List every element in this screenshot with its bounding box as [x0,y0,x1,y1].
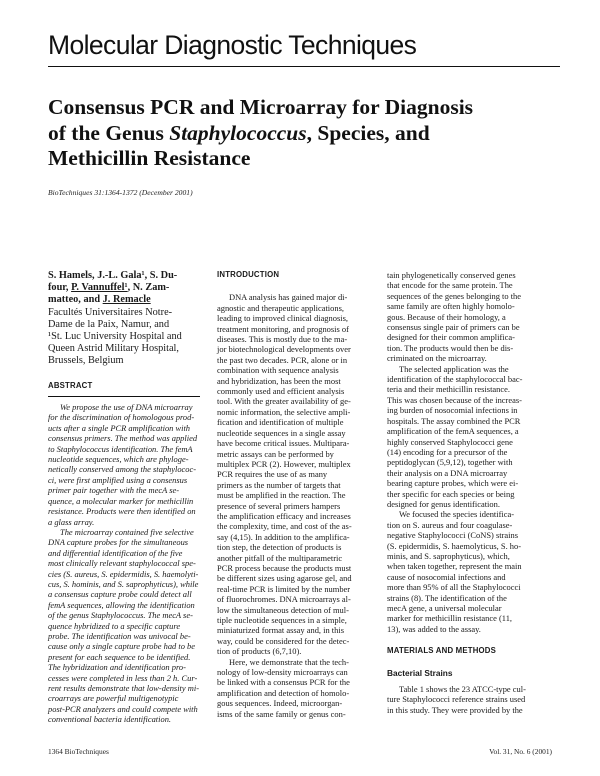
text-line: amplification and detection of homolo- [217,687,350,698]
text-line: have become critical issues. Multipara- [217,438,350,449]
text-line: combination with sequence analysis [217,365,339,376]
text-line: say (4,15). In addition to the amplifica- [217,531,350,542]
text-line: their analysis on a DNA microarray [387,467,508,478]
text-line: the past two decades. PCR, alone or in [217,354,348,365]
text-line: conventional bacteria identification. [48,714,172,725]
section-title: Molecular Diagnostic Techniques [48,30,417,60]
text-line: tiple nucleotide sequences in a simple, [217,615,347,625]
text-line: most clinically relevant staphylococcal spe- [48,558,196,569]
text-line: consensus single pair of primers can be [387,322,520,333]
text-line: cus, S. hominis, and S. saprophyticus), while [48,578,199,589]
text-line: a consensus capture probe could detect all [48,589,192,600]
text-line: identification of the staphylococcal bac- [387,374,523,385]
header-rule [48,66,560,67]
text-line: be different sizes using agarose gel, and [217,573,352,584]
text-line: We focused the species identifica- [399,509,515,520]
methods-body [387,684,553,715]
text-line: We propose the use of DNA microarray [60,402,193,413]
text-line: bearing capture probes, which were ei- [387,478,519,489]
text-line: ture Staphylococci reference strains used [387,694,526,705]
text-line: in this study. They were provided by the [387,704,523,715]
text-line: tool. With the greater availability of ge- [217,396,351,407]
text-line: jor biotechnological developments over [217,344,351,355]
text-line: more than 95% of all the Staphylococci [387,582,521,593]
text-line: nucleotide sequences, which are phyloge- [48,454,189,465]
abstract-heading: ABSTRACT [48,380,93,390]
text-line: of the genus Staphylococcus. The mecA se- [48,610,193,621]
text-line: primer pair together with the mecA se- [48,485,180,496]
text-line: must be amplified in the reaction. The [217,490,346,501]
text-line: DNA analysis has gained major di- [229,292,348,303]
subheading-bacterial-strains: Bacterial Strains [387,667,453,678]
text-line: PCR process because the products must [217,562,352,573]
text-line: probe. The identification was univocal be- [48,630,191,641]
text-line: agnostic and therapeutic applications, [217,302,344,313]
text-line: present for each sequence to be identified. [48,651,191,662]
text-line: Here, we demonstrate that the tech- [229,656,349,667]
text-line: resistance. Products were then identified on [48,506,196,517]
text-line: amplification of the femA sequences, a [387,426,519,437]
text-line: post-PCR analyzers and could compete with [48,703,198,714]
introduction-heading: INTRODUCTION [217,270,280,279]
text-line: cause of nosocomial infections and [387,571,506,582]
text-line: multiplex PCR (2). However, multiplex [217,458,351,469]
text-line: Table 1 shows the 23 ATCC-type cul- [399,684,526,695]
text-line: nomic information, the selective ampli- [217,406,351,417]
text-line: treatment monitoring, and prognosis of [217,323,349,334]
text-line: femA sequences, allowing the identification [48,599,195,610]
author-block: S. Hamels, J.-L. Gala¹, S. Du- four, P. Vannuffel¹, N. Zam- matteo, and J. Remacle Facultés Universitaires Notre- Dame de la Paix, Namur, and ¹St. Luc University Hospital and Queen Astrid Military Hospital, Brussels, Belgium [48,270,200,368]
text-line: be linked with a consensus PCR for the [217,677,350,688]
text-line: croarrays are powerful multigenotypic [48,693,179,704]
title-line-1: Consensus PCR and Microarray for Diagnosis [48,95,474,119]
text-line: of fluorochromes. DNA microarrays al- [217,594,351,605]
text-line: to Staphylococcus identification. The femA [48,443,193,454]
text-line: negative Staphylococci (CoNS) strains [387,530,518,541]
title-line-3: Methicillin Resistance [48,146,251,170]
text-line: minis, and S. saprophyticus), which, [387,550,510,561]
text-line: netically conserved among the staphylococ- [48,464,197,475]
text-line: This was chosen because of the increas- [387,394,522,405]
text-line: a glass array. [48,516,95,527]
text-line: quence, a molecular marker for methicillin [48,495,194,506]
text-line: primers as the number of targets that [217,479,341,490]
footer-page: 1364 BioTechniques [48,747,109,756]
text-line: real-time PCR is limited by the number [217,583,351,594]
text-line: ci, were first amplified using a consensus [48,474,188,485]
author-link-vannuffel[interactable]: P. Vannuffel¹ [71,282,128,294]
text-line: for the discrimination of homologous prod- [48,412,195,423]
text-line: ucts after a single PCR amplification with [48,422,191,433]
text-line: designed for genus identification. [387,498,500,509]
text-line: metric assays can be performed by [217,448,334,459]
text-line: tion. The products would then be dis- [387,342,514,353]
text-line: same family are often highly homolo- [387,301,515,312]
text-line: fication and identification of multiple [217,417,344,428]
introduction-body [217,292,375,719]
text-line: sequences of the genes belonging to the [387,290,522,301]
text-line: diseases. This is mostly due to the ma- [217,334,348,345]
text-line: nucleotide sequences in a single assay [217,427,346,438]
text-line: The microarray contained five selective [60,526,194,537]
text-line: cause only a single capture probe had to be [48,641,196,652]
text-line: PCR requires the use of as many [217,469,328,480]
title-line-2: of the Genus Staphylococcus, Species, and [48,120,430,145]
text-line: peptidoglycan (5,9,12), together with [387,457,513,468]
text-line: that encode for the same protein. The [387,280,513,291]
column-3-body [387,270,553,634]
text-line: The selected application was the [399,363,509,374]
text-line: miniaturized format assay and, in this [217,625,344,636]
text-line: cies (S. aureus, S. epidermidis, S. haemolyti- [48,568,199,579]
text-line: strains (8). The identification of the [387,592,507,603]
column-2 [217,270,375,719]
text-line: ther specific for each species or being [387,488,515,499]
column-1 [48,270,200,725]
text-line: designed for their common amplifica- [387,332,515,343]
text-line: ing burden of nosocomial infections in [387,405,518,416]
text-line: teria and their methicillin resistance. [387,384,510,395]
author-link-remacle[interactable]: J. Remacle [102,294,151,306]
abstract-rule [48,396,200,397]
text-line: and hybridization, has been the most [217,375,341,386]
text-line: marker for methicillin resistance (11, [387,613,513,624]
text-line: another pitfall of the multiparametric [217,552,343,563]
methods-heading: MATERIALS AND METHODS [387,646,497,656]
text-line: the amplification efficacy and increases [217,510,351,521]
text-line: tion of products (6,7,10). [217,646,302,657]
text-line: criminated on the microarray. [387,353,487,364]
text-line: (14) encoding for a precursor of the [387,446,508,457]
footer-volume: Vol. 31, No. 6 (2001) [489,747,552,756]
article-title [48,95,568,172]
text-line: tion step, the detection of products is [217,542,342,553]
text-line: tain phylogenetically conserved genes [387,270,516,280]
text-line: leading to improved clinical diagnosis, [217,313,348,324]
text-line: tion on S. aureus and four coagulase- [387,519,513,530]
text-line: rent results demonstrate that low-density mi- [48,683,200,693]
text-line: (S. epidermidis, S. haemolyticus, S. ho- [387,540,522,551]
text-line: quence hybridized to a specific capture [48,620,181,631]
text-line: DNA capture probes for the simultaneous [48,537,189,548]
text-line: gous. Because of their homology, a [387,311,506,322]
text-line: hospitals. The assay combined the PCR [387,415,521,426]
text-line: mecA gene, a universal molecular [387,603,502,613]
text-line: The hybridization and identification pro- [48,662,186,673]
text-line: commonly used and efficient analysis [217,386,345,397]
text-line: 13), was added to the assay. [387,623,481,634]
abstract-body [48,402,200,725]
text-line: when taken together, represent the main [387,561,522,572]
column-3 [387,270,553,715]
text-line: highly conserved Staphylococci gene [387,436,513,447]
text-line: presence of several primers hampers [217,500,341,511]
text-line: gous sequences. Indeed, microorgan- [217,698,343,709]
text-line: and differential identification of the five [48,547,183,558]
affiliation: Facultés Universitaires Notre- [48,306,173,318]
text-line: the complexity, time, and cost of the as- [217,521,352,532]
text-line: way, could be considered for the detec- [217,635,350,646]
text-line: low the simultaneous detection of mul- [217,604,349,615]
text-line: isms of the same family or genus con- [217,708,346,719]
citation: BioTechniques 31:1364-1372 (December 2001) [48,188,193,197]
text-line: cesses were completed in less than 2 h. Cur- [48,672,198,683]
text-line: consensus primers. The method was applied [48,433,198,444]
text-line: nology of low-density microarrays can [217,667,348,678]
